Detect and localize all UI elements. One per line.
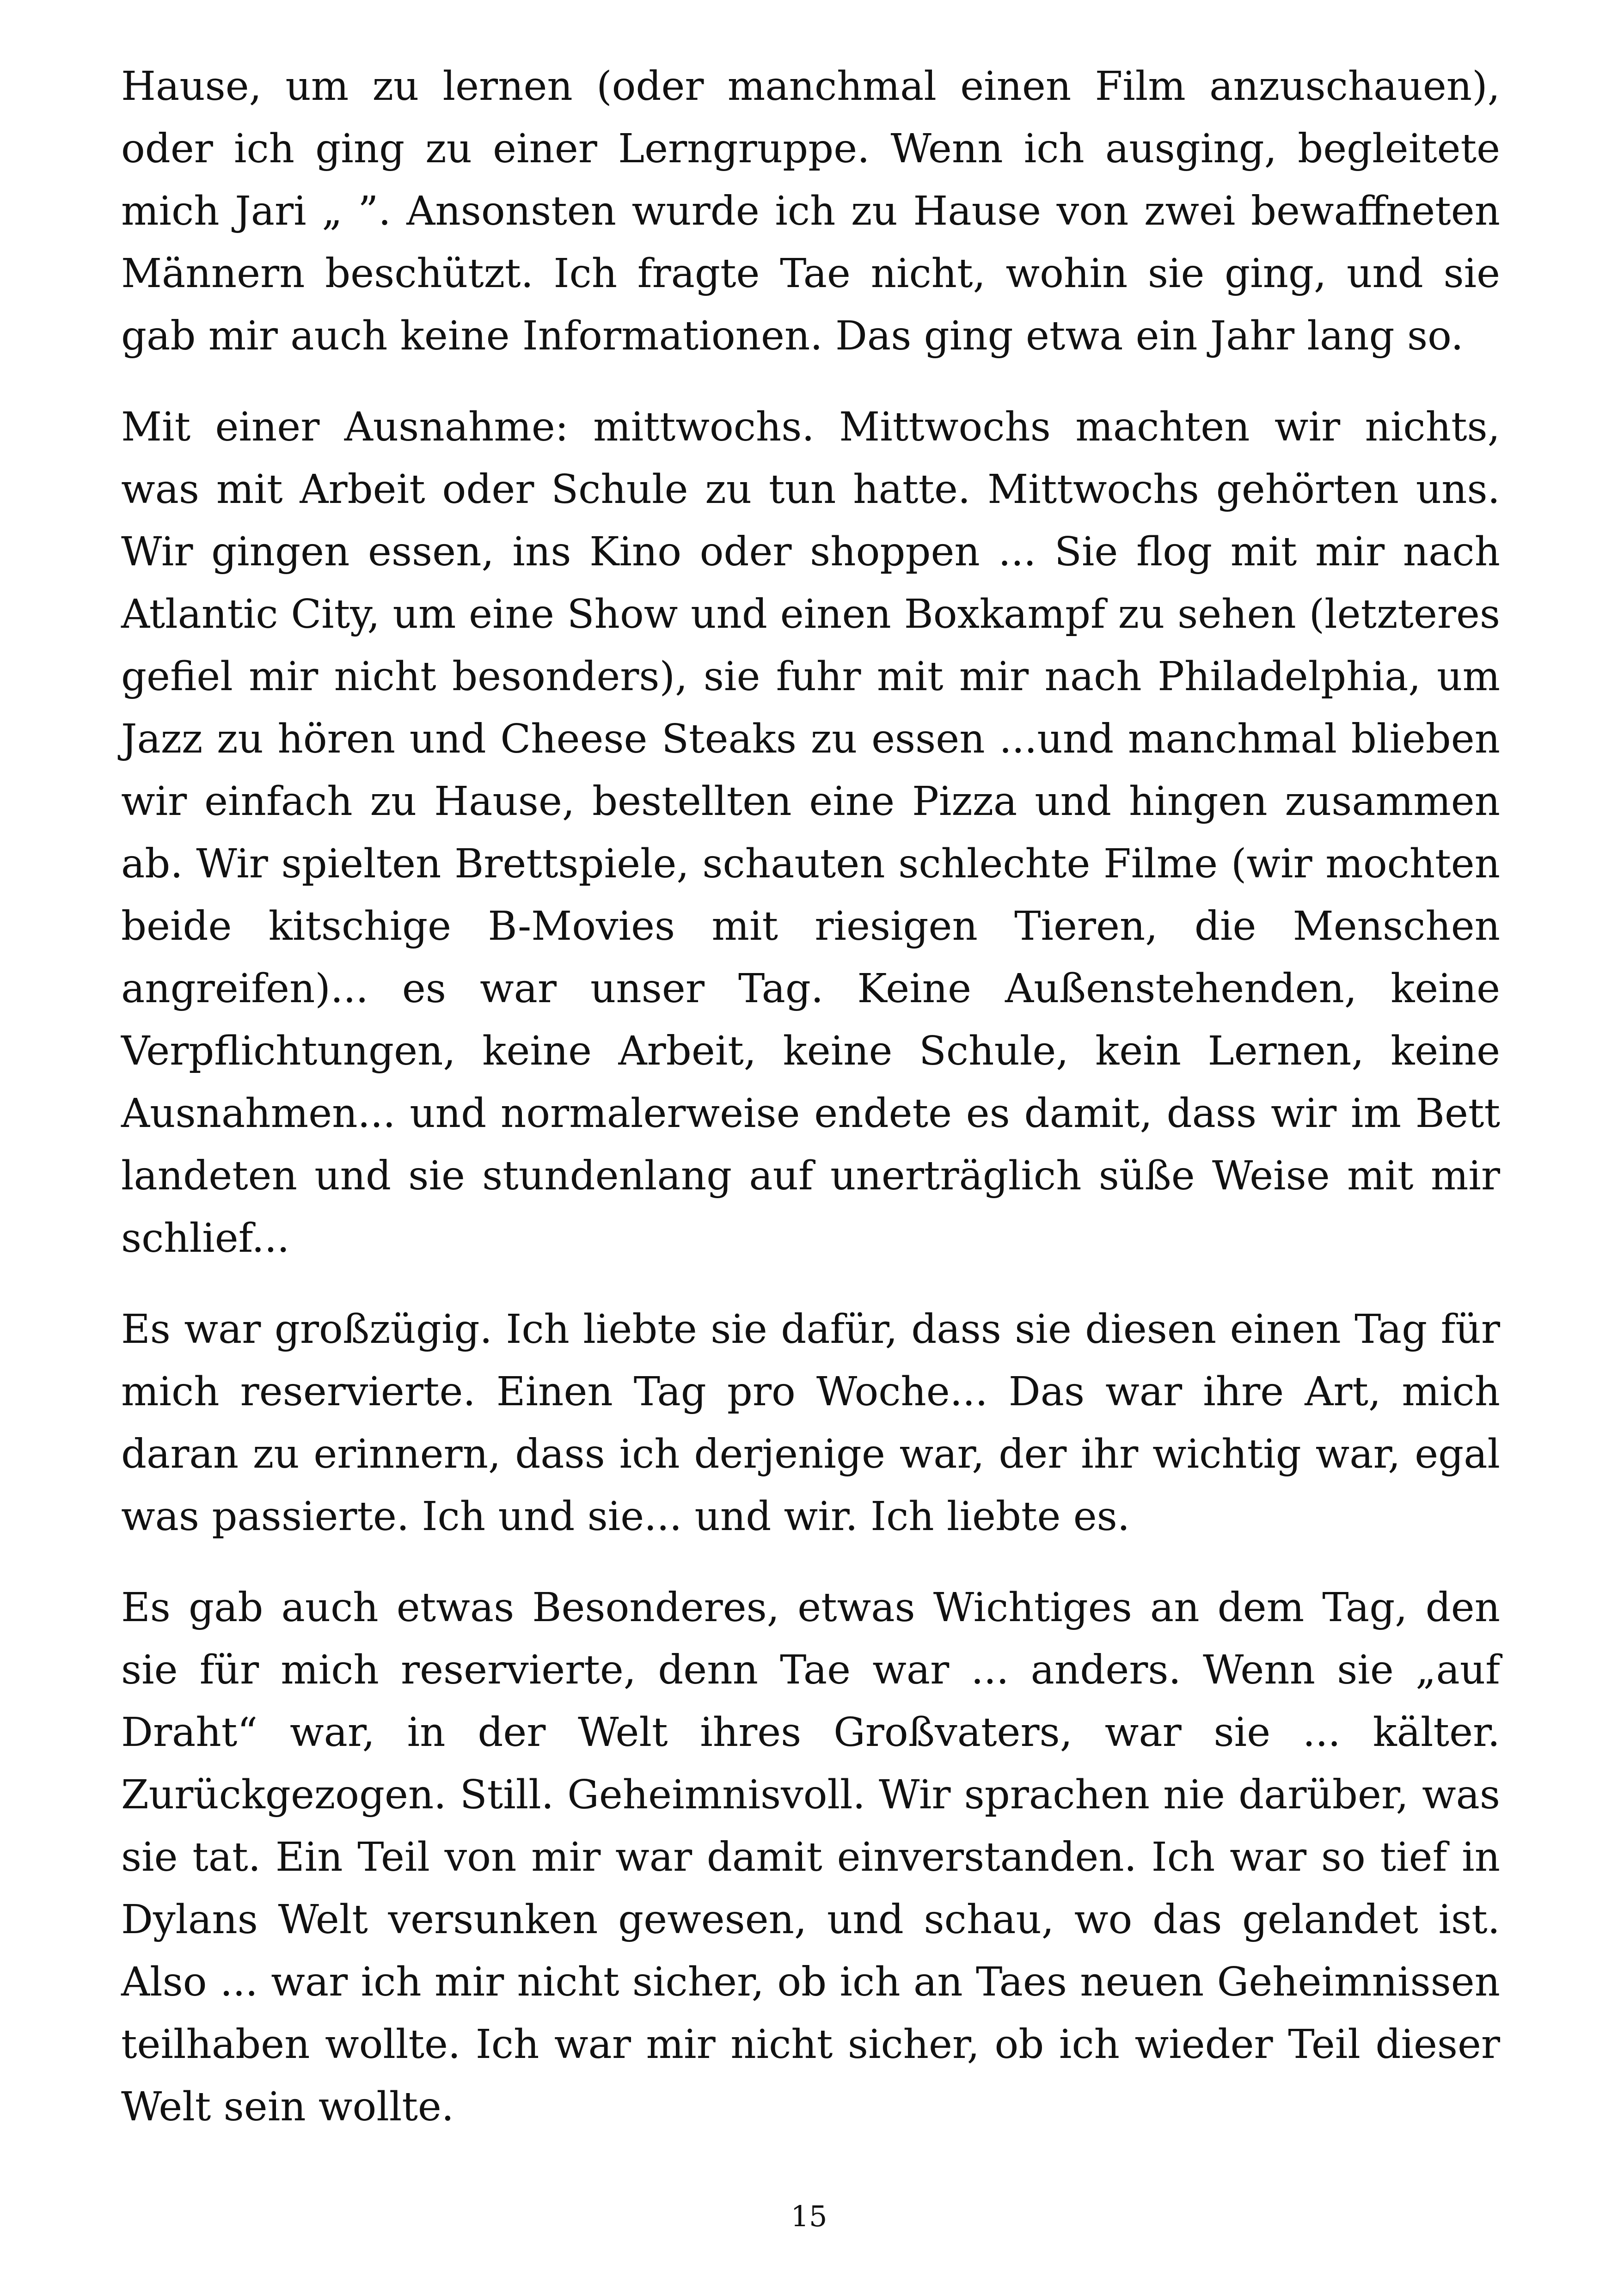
body-text xyxy=(121,55,1500,2167)
paragraph-4: Es gab auch etwas Besonderes, etwas Wichtiges an dem Tag, den sie für mich reservierte, denn Tae war ... anders. Wenn sie „auf Draht“ war, in der Welt ihres Großvaters, war sie ... kälter. Zurückgezogen. Still. Geheimnisvoll. Wir sprachen nie darüber, was sie tat. Ein Teil von mir war damit einverstanden. Ich war so tief in Dylans Welt versunken gewesen, und schau, wo das gelandet ist. Also ... war ich mir nicht sicher, ob ich an Taes neuen Geheimnissen teilhaben wollte. Ich war mir nicht sicher, ob ich wieder Teil dieser Welt sein wollte. xyxy=(121,1585,1500,2130)
paragraph-2: Mit einer Ausnahme: mittwochs. Mittwochs machten wir nichts, was mit Arbeit oder Schule zu tun hatte. Mittwochs gehörten uns. Wir gingen essen, ins Kino oder shoppen ... Sie flog mit mir nach Atlantic City, um eine Show und einen Boxkampf zu sehen (letzteres gefiel mir nicht besonders), sie fuhr mit mir nach Philadelphia, um Jazz zu hören und Cheese Steaks zu essen ...und manchmal blieben wir einfach zu Hause, bestellten eine Pizza und hingen zusammen ab. Wir spielten Brettspiele, schauten schlechte Filme (wir mochten beide kitschige B-Movies mit riesigen Tieren, die Menschen angreifen)... es war unser Tag. Keine Außenstehenden, keine Verpflichtungen, keine Arbeit, keine Schule, kein Lernen, keine Ausnahmen... und normalerweise endete es damit, dass wir im Bett landeten und sie stundenlang auf unerträglich süße Weise mit mir schlief... xyxy=(121,404,1500,1261)
page-number: 15 xyxy=(791,2199,827,2233)
paragraph-3: Es war großzügig. Ich liebte sie dafür, dass sie diesen einen Tag für mich reservierte. Einen Tag pro Woche... Das war ihre Art, mich daran zu erinnern, dass ich derjenige war, der ihr wichtig war, egal was passierte. Ich und sie... und wir. Ich liebte es. xyxy=(121,1306,1500,1540)
paragraph-1: Hause, um zu lernen (oder manchmal einen Film anzuschauen), oder ich ging zu einer Lerngruppe. Wenn ich ausging, begleitete mich Jari „ ”. Ansonsten wurde ich zu Hause von zwei bewaffneten Männern beschützt. Ich fragte Tae nicht, wohin sie ging, und sie gab mir auch keine Informationen. Das ging etwa ein Jahr lang so. xyxy=(121,63,1500,359)
